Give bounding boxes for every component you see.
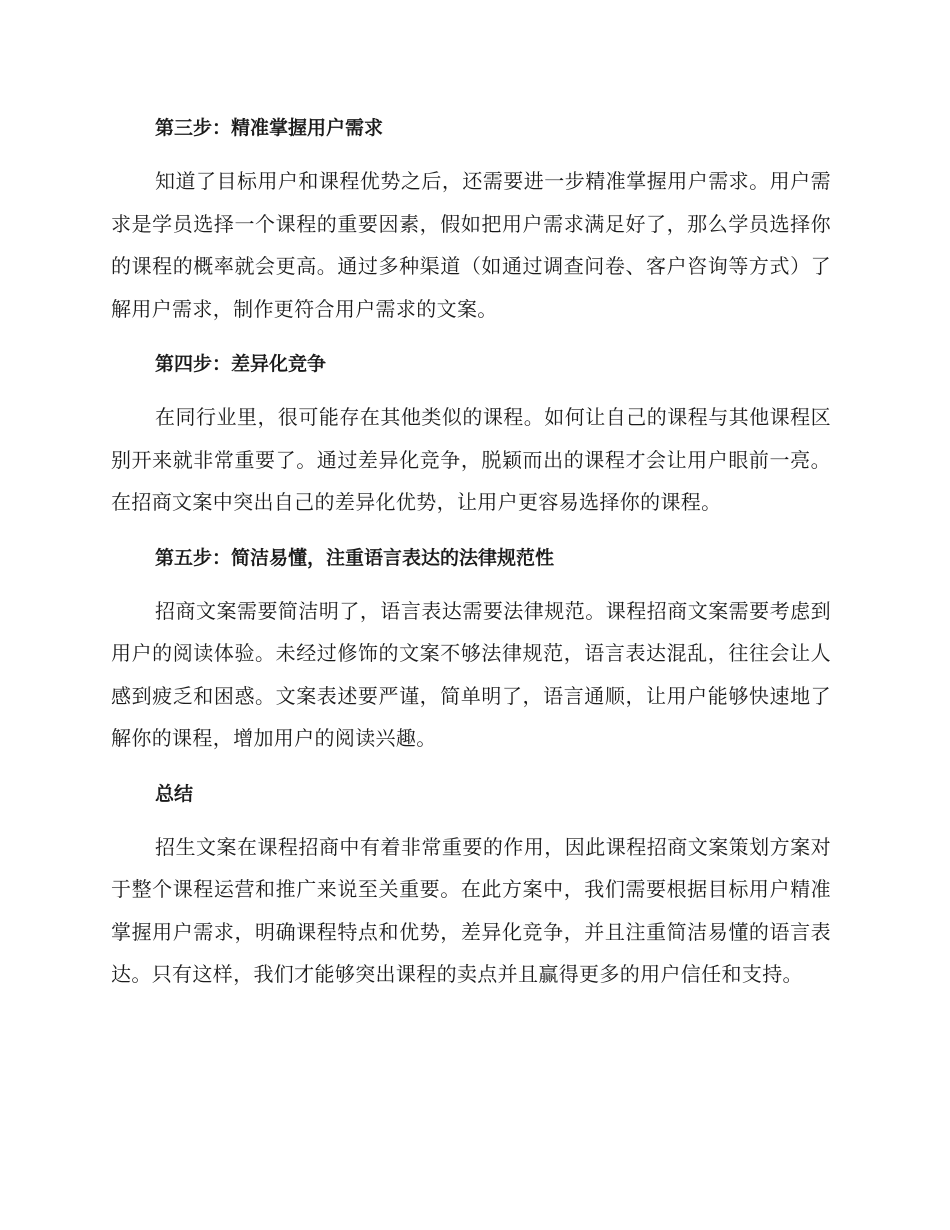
- section-heading: 总结: [155, 782, 194, 805]
- section-heading: 第四步：差异化竞争: [155, 353, 327, 375]
- section-paragraph: 知道了目标用户和课程优势之后，还需要进一步精准掌握用户需求。用户需求是学员选择一个课程的重要因素，假如把用户需求满足好了，那么学员选择你的课程的概率就会更高。通过多种渠道（如通过调查问卷、客户咨询等方式）了解用户需求，制作更符合用户需求的文案。: [111, 169, 831, 321]
- section-step-five: [111, 538, 831, 760]
- section-step-three: [111, 108, 831, 330]
- section-paragraph: 招生文案在课程招商中有着非常重要的作用，因此课程招商文案策划方案对于整个课程运营和推广来说至关重要。在此方案中，我们需要根据目标用户精准掌握用户需求，明确课程特点和优势，差异化竞争，并且注重简洁易懂的语言表达。只有这样，我们才能够突出课程的卖点并且赢得更多的用户信任和支持。: [111, 834, 831, 986]
- document-body: [111, 108, 831, 1010]
- section-step-four: [111, 344, 831, 524]
- section-heading: 第三步：精准掌握用户需求: [155, 117, 384, 139]
- section-summary: [111, 774, 831, 996]
- section-paragraph: 在同行业里，很可能存在其他类似的课程。如何让自己的课程与其他课程区别开来就非常重要了。通过差异化竞争，脱颖而出的课程才会让用户眼前一亮。在招商文案中突出自己的差异化优势，让用户更容易选择你的课程。: [111, 405, 831, 514]
- section-heading: 第五步：简洁易懂，注重语言表达的法律规范性: [155, 546, 555, 569]
- section-paragraph: 招商文案需要简洁明了，语言表达需要法律规范。课程招商文案需要考虑到用户的阅读体验。未经过修饰的文案不够法律规范，语言表达混乱，往往会让人感到疲乏和困惑。文案表述要严谨，简单明了，语言通顺，让用户能够快速地了解你的课程，增加用户的阅读兴趣。: [111, 598, 831, 750]
